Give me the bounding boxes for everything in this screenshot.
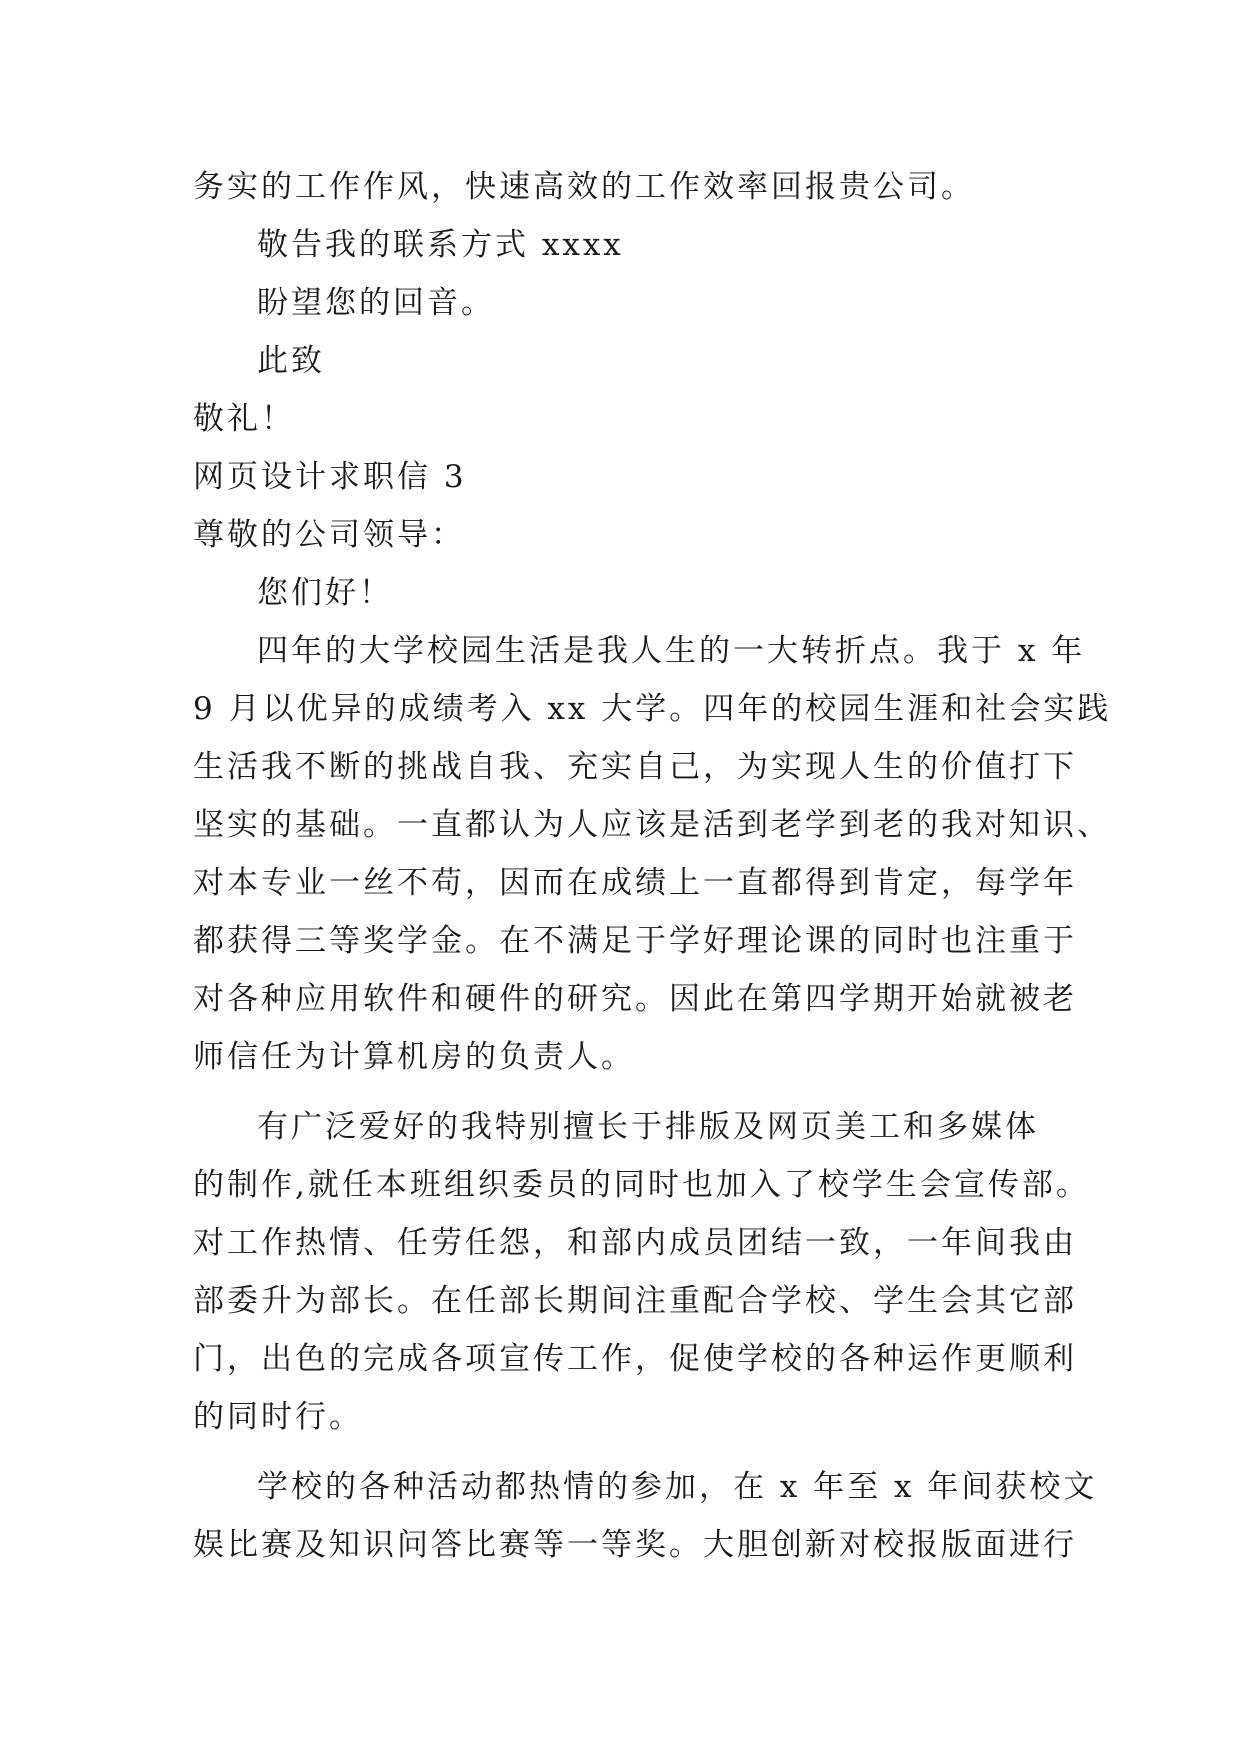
text-line: 的同时行。 [193, 1399, 363, 1435]
text-line: 有广泛爱好的我特别擅长于排版及网页美工和多媒体 [257, 1109, 1039, 1145]
text-line: 坚实的基础。一直都认为人应该是活到老学到老的我对知识、 [193, 807, 1111, 843]
text-line: 对各种应用软件和硬件的研究。因此在第四学期开始就被老 [193, 981, 1077, 1017]
contact-line: 敬告我的联系方式 xxxx [257, 227, 624, 263]
text-line: 部委升为部长。在任部长期间注重配合学校、学生会其它部 [193, 1283, 1077, 1319]
text-line: 生活我不断的挑战自我、充实自己，为实现人生的价值打下 [193, 749, 1077, 785]
paragraph-gap [193, 1446, 1053, 1458]
text-line: 9 月以优异的成绩考入 xx 大学。四年的校园生涯和社会实践 [193, 691, 1112, 727]
text-line: 对本专业一丝不苟，因而在成绩上一直都得到肯定，每学年 [193, 865, 1077, 901]
section-title: 网页设计求职信 3 [193, 459, 467, 495]
closing-salute: 敬礼！ [193, 401, 295, 437]
text-line: 四年的大学校园生活是我人生的一大转折点。我于 x 年 [257, 633, 1086, 669]
text-line: 师信任为计算机房的负责人。 [193, 1039, 635, 1075]
text-line: 对工作热情、任劳任怨，和部内成员团结一致，一年间我由 [193, 1225, 1077, 1261]
greeting: 您们好！ [257, 575, 393, 611]
text-line: 门，出色的完成各项宣传工作，促使学校的各种运作更顺利 [193, 1341, 1077, 1377]
closing-line: 此致 [257, 343, 325, 379]
text-line: 都获得三等奖学金。在不满足于学好理论课的同时也注重于 [193, 923, 1077, 959]
salutation: 尊敬的公司领导： [193, 517, 465, 553]
paragraph-gap [193, 1086, 1053, 1098]
text-line: 的制作,就任本班组织委员的同时也加入了校学生会宣传部。 [193, 1167, 1090, 1203]
letter-body [193, 158, 1112, 1574]
text-line: 盼望您的回音。 [257, 285, 495, 321]
text-line: 务实的工作作风，快速高效的工作效率回报贵公司。 [193, 169, 975, 205]
text-line: 学校的各种活动都热情的参加，在 x 年至 x 年间获校文 [257, 1469, 1098, 1505]
text-line: 娱比赛及知识问答比赛等一等奖。大胆创新对校报版面进行 [193, 1527, 1077, 1563]
